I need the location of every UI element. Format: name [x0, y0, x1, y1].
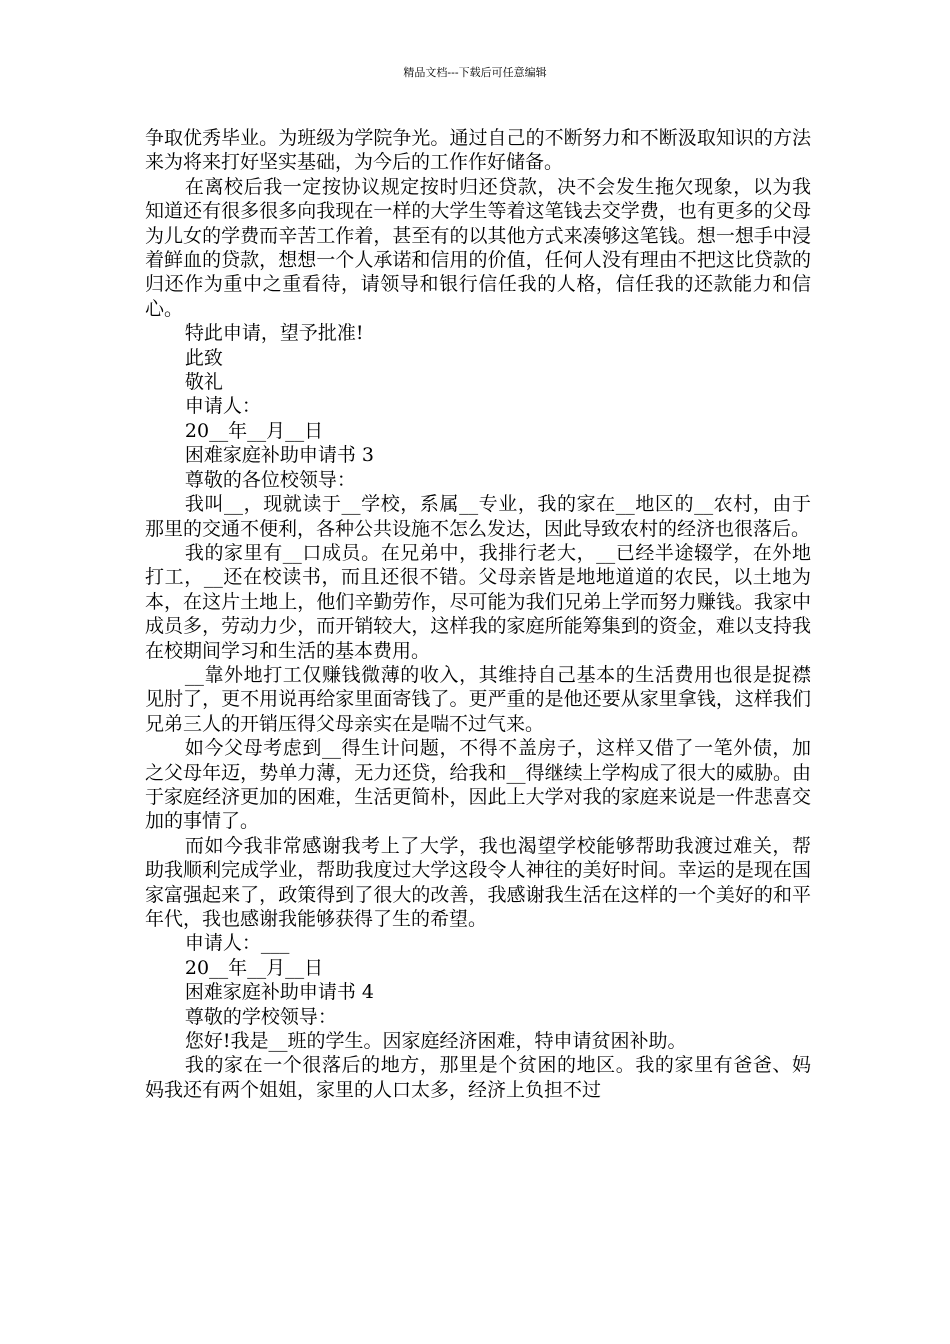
paragraph: 我的家在一个很落后的地方，那里是个贫困的地区。我的家里有爸爸、妈妈我还有两个姐姐，家里的人口太多，经济上负担不过	[145, 1054, 811, 1101]
paragraph: 敬礼	[184, 371, 223, 394]
paragraph: 如今父母考虑到__得生计问题，不得不盖房子，这样又借了一笔外债，加之父母年迈，势单力薄，无力还贷，给我和__得继续上学构成了很大的威胁。由于家庭经济更加的困难，生活更简朴，因此上大学对我的家庭来说是一件悲喜交加的事情了。	[145, 737, 811, 833]
paragraph: 此致	[184, 346, 223, 369]
paragraph: 而如今我非常感谢我考上了大学，我也渴望学校能够帮助我渡过难关，帮助我顺利完成学业，帮助我度过大学这段令人神往的美好时间。幸运的是现在国家富强起来了，政策得到了很大的改善，我感谢我生活在这样的一个美好的和平年代，我也感谢我能够获得了生的希望。	[145, 834, 811, 930]
paragraph: 申请人：___	[184, 932, 290, 955]
paragraph: 在离校后我一定按协议规定按时归还贷款，决不会发生拖欠现象，以为我知道还有很多很多向我现在一样的大学生等着这笔钱去交学费，也有更多的父母为儿女的学费而辛苦工作着，甚至有的以其他方式来凑够这笔钱。想一想手中浸着鲜血的贷款，想想一个人承诺和信用的价值，任何人没有理由不把这比贷款的归还作为重中之重看待，请领导和银行信任我的人格，信任我的还款能力和信心。	[145, 175, 811, 320]
paragraph: 争取优秀毕业。为班级为学院争光。通过自己的不断努力和不断汲取知识的方法来为将来打好坚实基础，为今后的工作作好储备。	[145, 127, 811, 174]
paragraph: 申请人：	[184, 395, 261, 418]
paragraph: 我叫__，现就读于__学校，系属__专业，我的家在__地区的__农村，由于那里的交通不便利，各种公共设施不怎么发达，因此导致农村的经济也很落后。	[145, 493, 811, 540]
section-title: 困难家庭补助申请书 4	[184, 981, 375, 1004]
salutation: 尊敬的学校领导：	[184, 1005, 337, 1028]
page-header: 精品文档---下载后可任意编辑	[403, 66, 547, 79]
paragraph: __靠外地打工仅赚钱微薄的收入，其维持自己基本的生活费用也很是捉襟见肘了，更不用说再给家里面寄钱了。更严重的是他还要从家里拿钱，这样我们兄弟三人的开销压得父母亲实在是喘不过气来。	[145, 663, 811, 735]
paragraph: 20__年__月__日	[184, 956, 324, 979]
section-title: 困难家庭补助申请书 3	[184, 444, 375, 467]
paragraph: 特此申请，望予批准!	[184, 322, 364, 345]
salutation: 尊敬的各位校领导：	[184, 468, 356, 491]
paragraph: 您好!我是__班的学生。因家庭经济困难，特申请贫困补助。	[184, 1030, 687, 1053]
document-body	[145, 126, 811, 1102]
paragraph: 我的家里有__口成员。在兄弟中，我排行老大，__已经半途辍学，在外地打工，__还在校读书，而且还很不错。父母亲皆是地地道道的农民，以土地为本，在这片土地上，他们辛勤劳作，尽可能为我们兄弟上学而努力赚钱。我家中成员多，劳动力少，而开销较大，这样我的家庭所能筹集到的资金，难以支持我在校期间学习和生活的基本费用。	[145, 541, 811, 662]
paragraph: 20__年__月__日	[184, 419, 324, 442]
